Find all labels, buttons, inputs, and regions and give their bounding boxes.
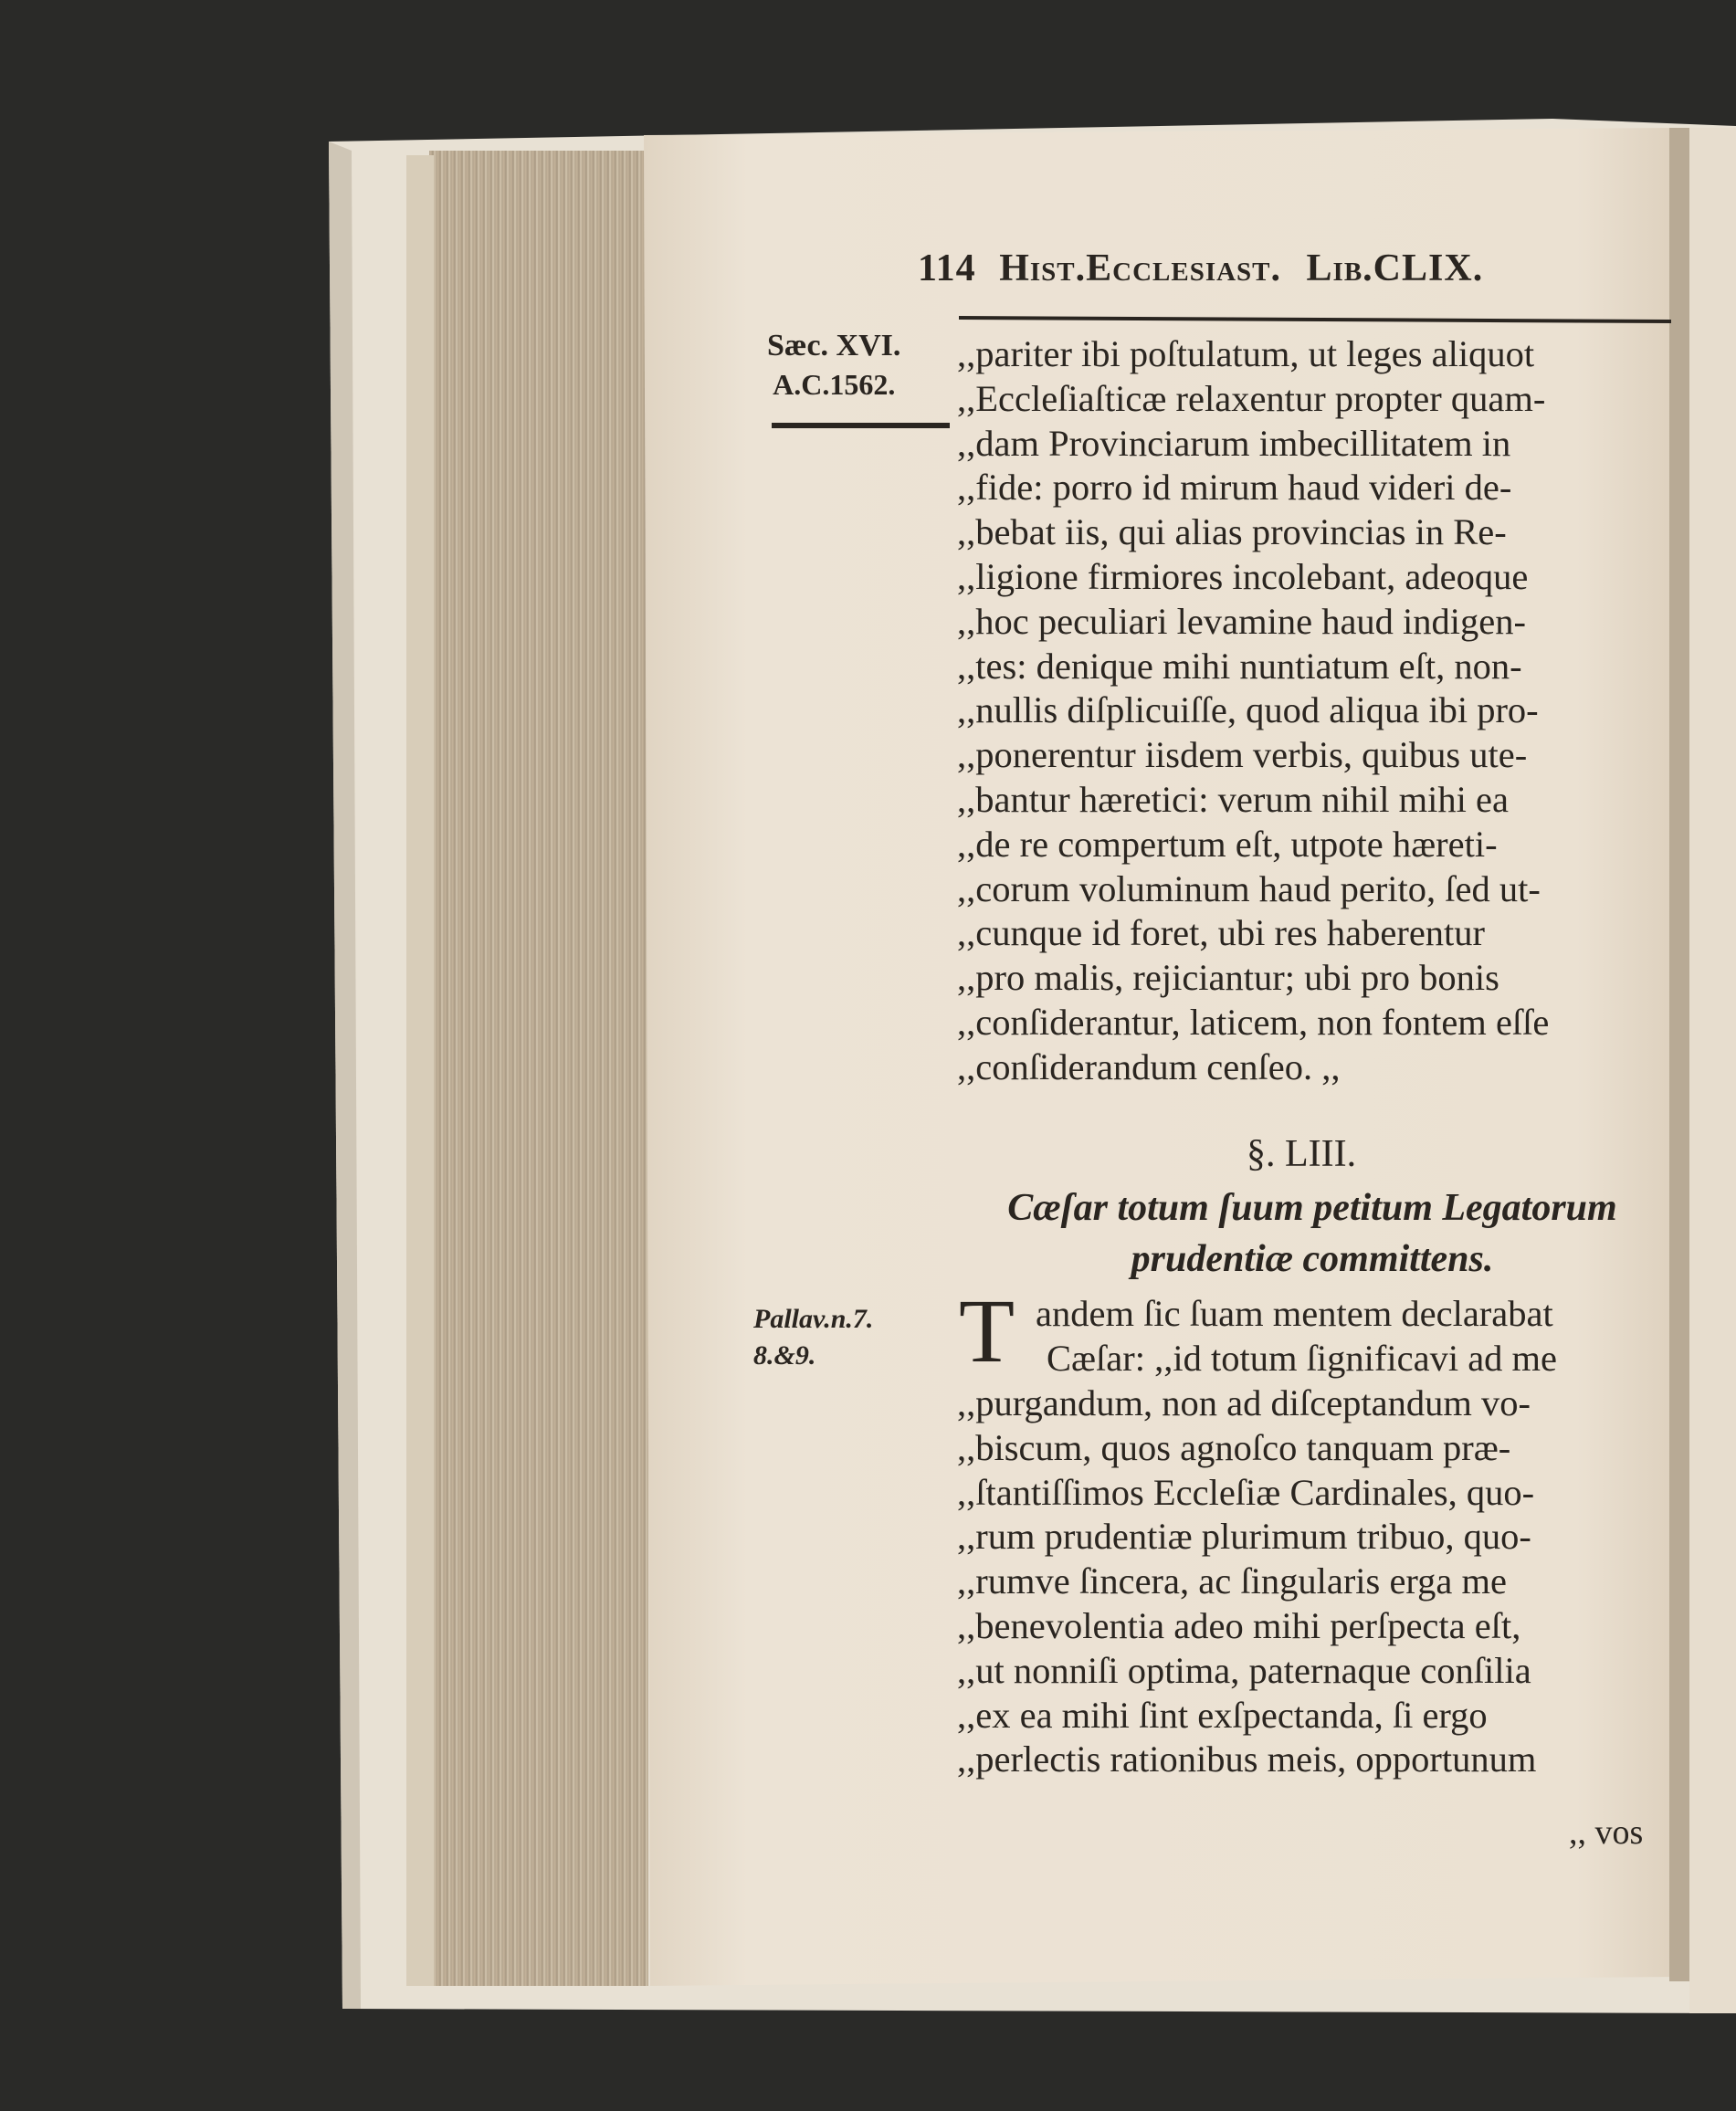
text-line: ,,ſtantiſſimos Eccleſiæ Cardinales, quo- — [957, 1471, 1535, 1513]
text-block-1 — [957, 332, 1669, 1090]
text-line: ,,benevolentia adeo mihi perſpecta eſt, — [957, 1604, 1521, 1646]
section-title — [952, 1182, 1673, 1285]
text-line: ,,fide: porro id mirum haud videri de- — [957, 467, 1512, 509]
catchword: ,, vos — [1569, 1813, 1644, 1852]
margin-note-century — [767, 327, 900, 404]
margin-note-reference-line: 8.&9. — [753, 1340, 816, 1371]
margin-note-reference-line: Pallav.n.7. — [753, 1304, 874, 1334]
text-line: ,,conſiderantur, laticem, non fontem eſſe — [957, 1001, 1550, 1043]
drop-cap: T — [959, 1280, 1015, 1381]
margin-note-year: A.C.1562. — [773, 368, 896, 401]
text-line: ,,tes: denique mihi nuntiatum eſt, non- — [957, 645, 1522, 687]
text-line: ,,nullis diſplicuiſſe, quod aliqua ibi pro- — [957, 689, 1539, 731]
text-block-2-indented — [1036, 1292, 1675, 1381]
text-line: ,,dam Provinciarum imbecillitatem in — [957, 422, 1511, 464]
text-line: ,,pariter ibi poſtulatum, ut leges aliquot — [957, 333, 1535, 374]
text-line: ,,ut nonniſi optima, paternaque conſilia — [957, 1649, 1531, 1691]
text-line: ,,rum prudentiæ plurimum tribuo, quo- — [957, 1516, 1531, 1558]
running-title: Hist.Ecclesiast. — [999, 247, 1282, 289]
section-title-line: prudentiæ committens. — [1131, 1238, 1494, 1280]
section-title-line: Cæſar totum ſuum petitum Legatorum — [1007, 1187, 1617, 1229]
text-line: ,,purgandum, non ad diſceptandum vo- — [957, 1382, 1531, 1423]
page-number: 114 — [918, 247, 976, 289]
text-line: ,,conſiderandum cenſeo. ,, — [957, 1045, 1341, 1087]
margin-note-reference — [753, 1301, 873, 1374]
running-header — [918, 247, 1648, 310]
text-line: ,,Eccleſiaſticæ relaxentur propter quam- — [957, 377, 1546, 419]
text-line: ,,pro malis, rejiciantur; ubi pro bonis — [957, 957, 1499, 999]
section-number: §. LIII. — [1247, 1133, 1357, 1175]
text-line: ,,perlectis rationibus meis, opportunum — [957, 1738, 1537, 1780]
text-line: ,,ponerentur iisdem verbis, quibus ute- — [957, 734, 1528, 776]
text-line: ,,biscum, quos agnoſco tanquam præ- — [957, 1426, 1511, 1468]
text-line: ,,bantur hæretici: verum nihil mihi ea — [957, 778, 1509, 820]
text-block-2 — [957, 1381, 1669, 1782]
text-line: ,,de re compertum eſt, utpote hæreti- — [957, 823, 1498, 865]
text-line: ,,corum voluminum haud perito, ſed ut- — [957, 867, 1541, 909]
book-number: Lib.CLIX. — [1306, 247, 1484, 289]
text-line: ,,ex ea mihi ſint exſpectanda, ſi ergo — [957, 1694, 1488, 1736]
text-line: ,,cunque id foret, ubi res haberentur — [957, 912, 1486, 954]
margin-note-saeculum: Sæc. XVI. — [767, 329, 901, 362]
text-line: ,,hoc peculiari levamine haud indigen- — [957, 600, 1527, 642]
text-line: ,,bebat iis, qui alias provincias in Re- — [957, 511, 1507, 553]
text-line: ,,rumve ſincera, ac ſingularis erga me — [957, 1560, 1508, 1602]
text-line: Cæſar: ,,id totum ſignificavi ad me — [1047, 1337, 1558, 1379]
text-line: andem ſic ſuam mentem declarabat — [1036, 1293, 1553, 1334]
text-line: ,,ligione firmiores incolebant, adeoque — [957, 555, 1529, 597]
